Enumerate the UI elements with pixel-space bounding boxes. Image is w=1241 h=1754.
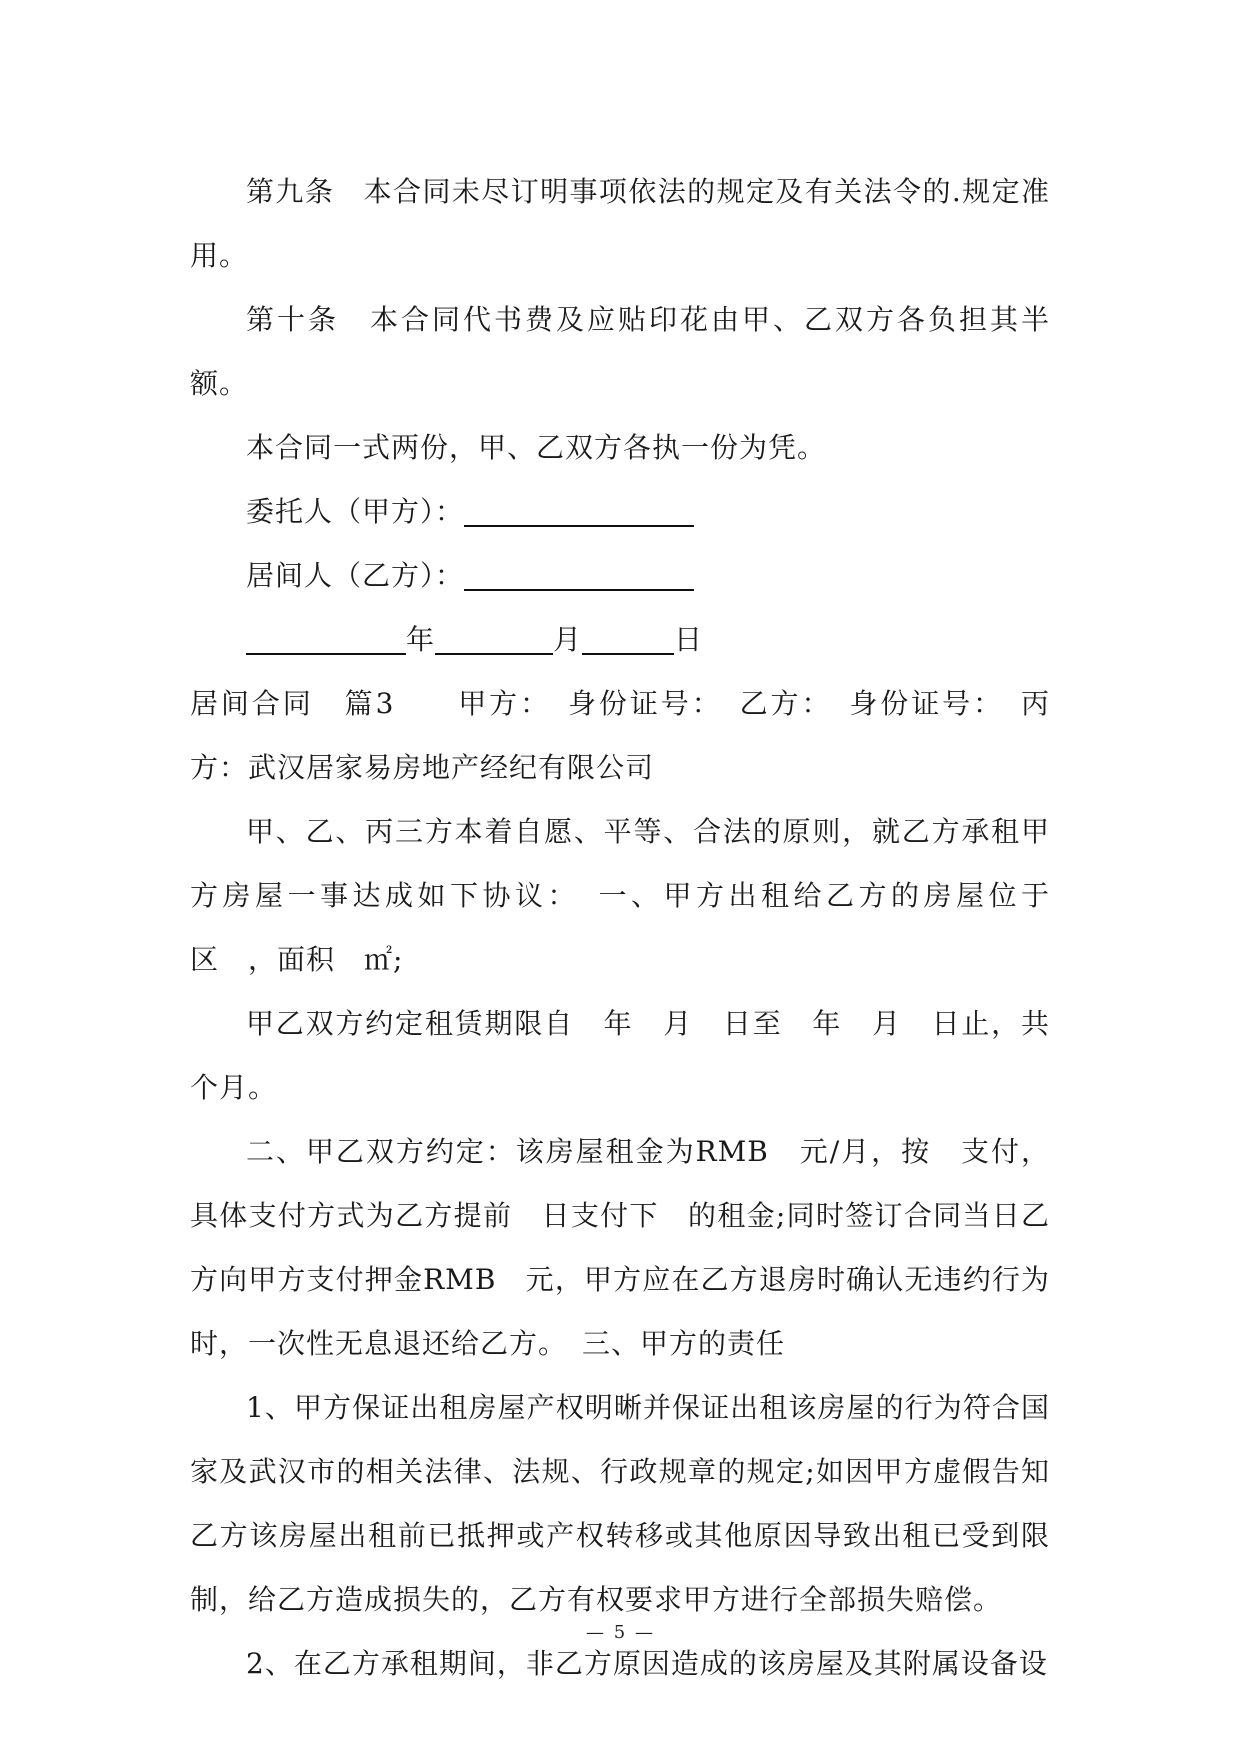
- party-a-blank: [464, 495, 694, 527]
- article-10: 第十条 本合同代书费及应贴印花由甲、乙双方各负担其半额。: [190, 303, 1050, 400]
- year-label: 年: [406, 623, 436, 656]
- year-blank: [246, 623, 406, 655]
- day-label: 日: [674, 623, 704, 656]
- item-2-paragraph: 2、在乙方承租期间，非乙方原因造成的该房屋及其附属设备设: [246, 1647, 1048, 1680]
- term-paragraph: 甲乙双方约定租赁期限自 年 月 日至 年 月 日止，共 个月。: [190, 1007, 1080, 1104]
- month-blank: [435, 623, 553, 655]
- document-body: [190, 160, 1080, 1696]
- party-b-label: 居间人（乙方）：: [246, 559, 465, 592]
- party-a-label: 委托人（甲方）：: [246, 495, 465, 528]
- contract-header-line: 居间合同 篇3 甲方： 身份证号： 乙方： 身份证号： 丙方：武汉居家易房地产经纪有限公司: [190, 687, 1050, 784]
- copies-clause: 本合同一式两份，甲、乙双方各执一份为凭。: [246, 431, 827, 464]
- party-b-signature-line: [190, 544, 1050, 608]
- page-number: — 5 —: [586, 1622, 655, 1643]
- date-line: [190, 608, 1050, 672]
- day-blank: [582, 623, 674, 655]
- article-9: 第九条 本合同未尽订明事项依法的规定及有关法令的.规定准用。: [190, 175, 1050, 272]
- item-1-paragraph: 1、甲方保证出租房屋产权明晰并保证出租该房屋的行为符合国家及武汉市的相关法律、法规、行政规章的规定;如因甲方虚假告知乙方该房屋出租前已抵押或产权转移或其他原因导致出租已受到限制，给乙方造成损失的，乙方有权要求甲方进行全部损失赔偿。: [190, 1391, 1050, 1616]
- month-label: 月: [553, 623, 583, 656]
- party-a-signature-line: [190, 480, 1050, 544]
- intro-paragraph: 甲、乙、丙三方本着自愿、平等、合法的原则，就乙方承租甲方房屋一事达成如下协议： 一、甲方出租给乙方的房屋位于 区 ，面积 ㎡;: [190, 815, 1080, 976]
- party-b-blank: [464, 559, 694, 591]
- rent-paragraph: 二、甲乙双方约定：该房屋租金为RMB 元/月，按 支付，具体支付方式为乙方提前 日支付下 的租金;同时签订合同当日乙方向甲方支付押金RMB 元，甲方应在乙方退房时确认无违约行为时，一次性无息退还给乙方。 三、甲方的责任: [190, 1135, 1050, 1360]
